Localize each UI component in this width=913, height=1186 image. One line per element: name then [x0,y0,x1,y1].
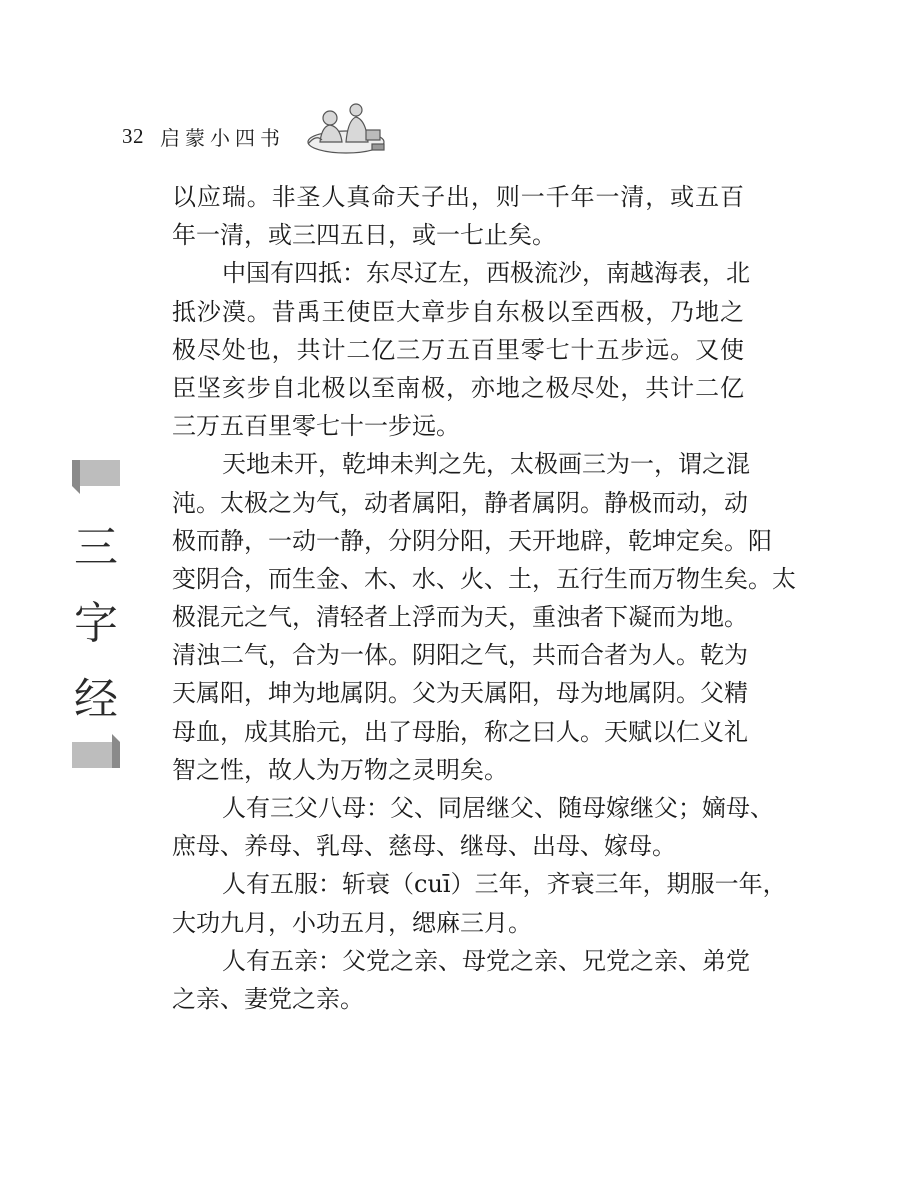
text-line: 大功九月，小功五月，缌麻三月。 [172,908,532,937]
text-line: 以应瑞。非圣人真命天子出，则一千年一清，或五百 [172,183,744,211]
side-title-char-1: 三 [74,522,118,573]
text-line: 智之性，故人为万物之灵明矣。 [172,755,508,784]
page-number: 32 [122,123,144,148]
body-text [172,178,796,1018]
chapter-title-vertical [68,510,124,738]
text-line: 之亲、妻党之亲。 [172,984,364,1013]
text-line: 人有五服：斩衰（cuī）三年，齐衰三年，期服一年， [222,870,787,899]
text-line: 人有三父八母：父、同居继父、随母嫁继父；嫡母、 [222,794,774,822]
side-title-char-3: 经 [74,674,118,725]
text-line: 中国有四抵：东尽辽左，西极流沙，南越海表，北 [222,259,750,288]
chapter-side-tab [68,458,124,770]
text-line: 极尽处也，共计二亿三万五百里零七十五步远。又使 [172,335,744,364]
text-line: 臣坚亥步自北极以至南极，亦地之极尽处，共计二亿 [172,373,744,402]
text-line: 清浊二气，合为一体。阴阳之气，共而合者为人。乾为 [172,641,748,670]
text-line: 抵沙漠。昔禹王使臣大章步自东极以至西极，乃地之 [172,297,744,326]
text-line: 年一清，或三四五日，或一七止矣。 [172,221,556,250]
text-line: 变阴合，而生金、木、水、火、土，五行生而万物生矣。太 [172,564,796,593]
text-line: 天属阳，坤为地属阴。父为天属阳，母为地属阴。父精 [172,679,748,708]
tab-top-bracket [68,458,124,498]
text-line: 庶母、养母、乳母、慈母、继母、出母、嫁母。 [172,832,676,861]
book-title: 启蒙小四书 [160,125,285,150]
running-header [122,118,285,154]
side-title-char-2: 字 [74,598,118,649]
text-line: 沌。太极之为气，动者属阳，静者属阴。静极而动，动 [172,488,748,517]
text-line: 天地未开，乾坤未判之先，太极画三为一，谓之混 [222,450,750,479]
text-line: 极混元之气，清轻者上浮而为天，重浊者下凝而为地。 [172,603,748,632]
text-line: 三万五百里零七十一步远。 [172,412,460,441]
header-illustration [300,100,392,156]
text-line: 母血，成其胎元，出了母胎，称之曰人。天赋以仁义礼 [172,717,748,746]
text-line: 极而静，一动一静，分阴分阳，天开地辟，乾坤定矣。阳 [172,526,772,555]
text-line: 人有五亲：父党之亲、母党之亲、兄党之亲、弟党 [222,946,750,975]
tab-bottom-bracket [68,730,124,770]
